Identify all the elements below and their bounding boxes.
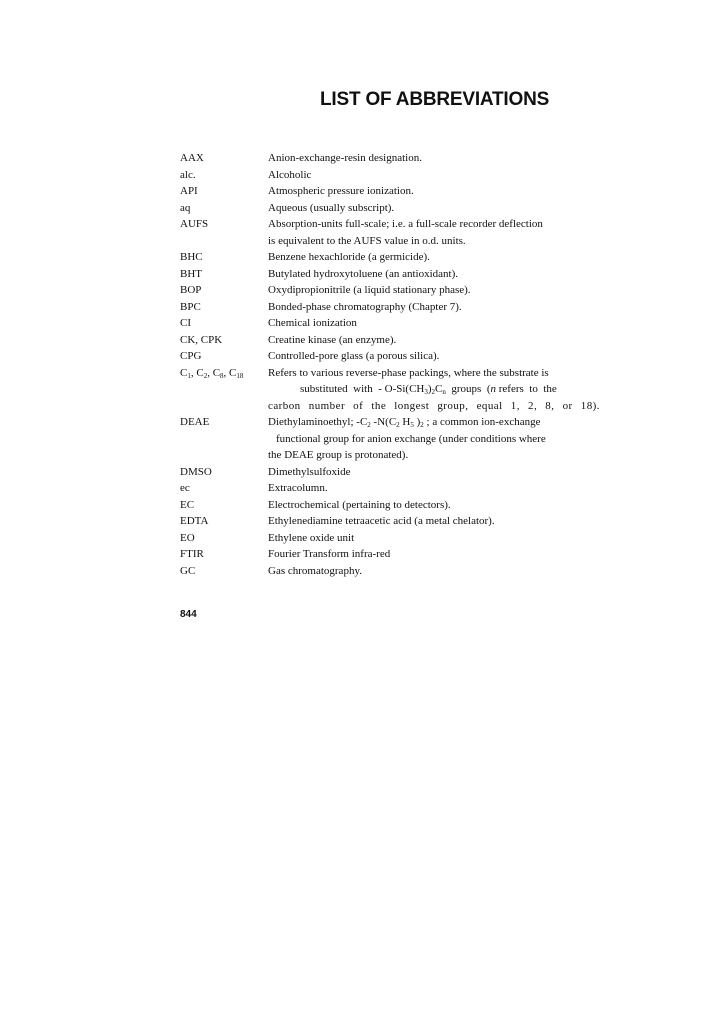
- list-item: [180, 183, 600, 200]
- list-item: [180, 282, 600, 299]
- abbreviation: ec: [180, 482, 190, 494]
- list-item: [180, 563, 600, 580]
- list-item: [180, 365, 600, 415]
- list-item: [180, 216, 600, 249]
- page-number: 844: [180, 609, 197, 620]
- definition: Ethylenediamine tetraacetic acid (a metal chelator).: [268, 515, 495, 527]
- list-item: [180, 332, 600, 349]
- list-item: [180, 513, 600, 530]
- list-item: [180, 249, 600, 266]
- abbreviation: AAX: [180, 152, 204, 164]
- abbreviation: AUFS: [180, 218, 209, 230]
- list-item: [180, 299, 600, 316]
- list-item: [180, 167, 600, 184]
- list-item: [180, 464, 600, 481]
- list-item: [180, 546, 600, 563]
- abbreviation: aq: [180, 201, 191, 214]
- page-title: LIST OF ABBREVIATIONS: [320, 89, 550, 110]
- abbreviation: $C_1$, $C_2$, $C_8$, $C_{18}$: [180, 366, 244, 380]
- definition: Alcoholic: [268, 168, 312, 181]
- abbreviation: EO: [180, 531, 195, 544]
- abbreviation: FTIR: [180, 548, 204, 560]
- abbreviation: CPG: [180, 350, 202, 362]
- list-item: [180, 315, 600, 332]
- abbreviation: CK, CPK: [180, 333, 223, 346]
- abbreviation: BHT: [180, 267, 202, 280]
- definition: Oxydipropionitrile (a liquid stationary phase).: [268, 284, 471, 296]
- definition: Benzene hexachloride (a germicide).: [268, 251, 430, 263]
- definition: Fourier Transform infra-red: [268, 548, 391, 560]
- definition: Dimethylsulfoxide: [268, 465, 351, 478]
- abbreviation: DMSO: [180, 465, 212, 478]
- list-item: [180, 414, 600, 464]
- definition: Electrochemical (pertaining to detectors).: [268, 498, 451, 511]
- definition: Extracolumn.: [268, 482, 328, 494]
- definition: Aqueous (usually subscript).: [268, 201, 395, 214]
- definition: Anion-exchange-resin designation.: [268, 152, 422, 164]
- definition: Bonded-phase chromatography (Chapter 7).: [268, 300, 462, 313]
- list-item: [180, 480, 600, 497]
- abbreviation: API: [180, 185, 198, 197]
- abbreviation: EDTA: [180, 515, 209, 527]
- abbreviation: CI: [180, 317, 191, 329]
- list-item: [180, 497, 600, 514]
- list-item: [180, 200, 600, 217]
- abbreviation: DEAE: [180, 416, 210, 428]
- list-item: [180, 530, 600, 547]
- abbreviation: EC: [180, 498, 195, 511]
- list-item: [180, 150, 600, 167]
- definition: Absorption-units full-scale; i.e. a full-scale recorder deflection is equivalent to the AUFS value in o.d. units.: [268, 218, 543, 247]
- definition: Butylated hydroxytoluene (an antioxidant).: [268, 267, 459, 280]
- list-item: [180, 266, 600, 283]
- abbreviation: BHC: [180, 251, 203, 263]
- definition: Controlled-pore glass (a porous silica).: [268, 350, 440, 362]
- list-item: [180, 348, 600, 365]
- abbreviation: alc.: [180, 168, 196, 181]
- abbreviation: BOP: [180, 284, 202, 296]
- definition: Atmospheric pressure ionization.: [268, 185, 414, 197]
- definition: Ethylene oxide unit: [268, 531, 355, 544]
- abbreviation: BPC: [180, 300, 201, 313]
- definition: Chemical ionization: [268, 317, 357, 329]
- definition: Diethylaminoethyl; $-C_2$ $-N(C_2$ $H_5$ )$_2$ ; a common ion-exchange functional group for anion exchange (under conditions where the DEAE group is protonated).: [268, 416, 546, 461]
- definition: Refers to various reverse-phase packings, where the substrate is substituted with - $O-Si(CH_3)_2C_n$ groups (n refers to the carbon number of the longest group, equal 1, 2, 8, or 18).: [268, 366, 600, 412]
- definition: Creatine kinase (an enzyme).: [268, 333, 397, 346]
- definition: Gas chromatography.: [268, 564, 362, 577]
- abbreviation: GC: [180, 564, 196, 577]
- abbreviation-list: [180, 150, 600, 579]
